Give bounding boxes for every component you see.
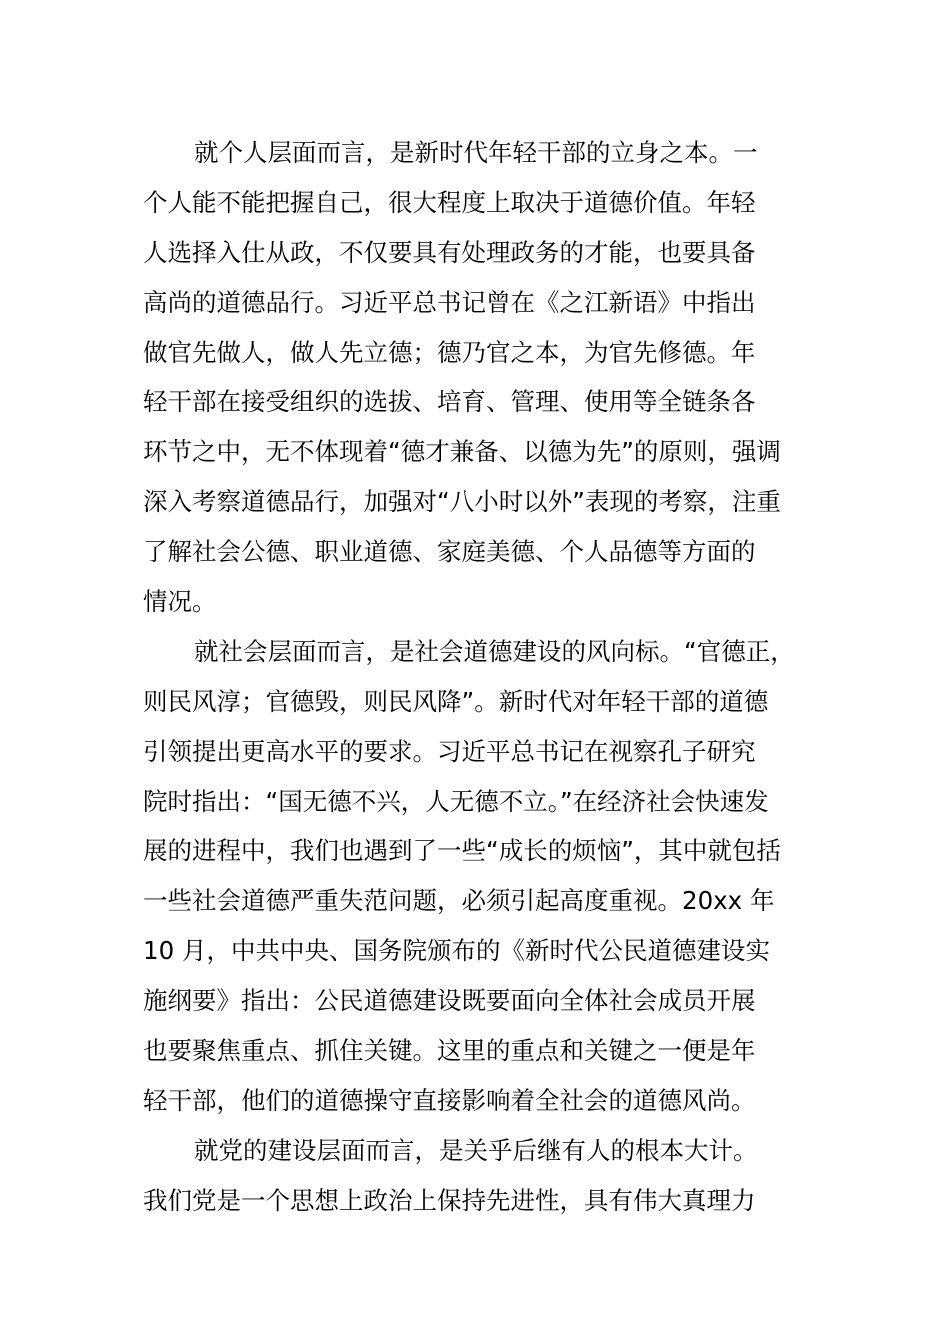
paragraph-1-line-8: 深入考察道德品行，加强对“八小时以外”表现的考察，注重 <box>143 487 781 517</box>
paragraph-1-line-6: 轻干部在接受组织的选拔、培育、管理、使用等全链条各 <box>143 387 756 417</box>
paragraph-2-line-4: 院时指出：“国无德不兴，人无德不立。”在经济社会快速发 <box>143 786 769 816</box>
paragraph-3-line-1: 就党的建设层面而言，是关乎后继有人的根本大计。 <box>194 1135 758 1165</box>
paragraph-2-line-6: 一些社会道德严重失范问题，必须引起高度重视。20xx 年 <box>143 886 775 916</box>
paragraph-1-line-9: 了解社会公德、职业道德、家庭美德、个人品德等方面的 <box>143 537 756 567</box>
paragraph-1-line-1: 就个人层面而言，是新时代年轻干部的立身之本。一 <box>194 138 758 167</box>
paragraph-2-line-2: 则民风淳；官德毁，则民风降”。新时代对年轻干部的道德 <box>143 686 769 716</box>
paragraph-2-line-7: 10 月，中共中央、国务院颁布的《新时代公民道德建设实 <box>143 936 770 966</box>
body-text <box>143 128 843 1226</box>
paragraph-2-line-3: 引领提出更高水平的要求。习近平总书记在视察孔子研究 <box>143 736 756 766</box>
paragraph-2-line-8: 施纲要》指出：公民道德建设既要面向全体社会成员开展 <box>143 986 756 1016</box>
paragraph-2-line-10: 轻干部，他们的道德操守直接影响着全社会的道德风尚。 <box>143 1085 756 1115</box>
paragraph-1-line-2: 个人能不能把握自己，很大程度上取决于道德价值。年轻 <box>143 187 756 217</box>
paragraph-3-line-2: 我们党是一个思想上政治上保持先进性，具有伟大真理力 <box>143 1185 756 1215</box>
paragraph-1-line-3: 人选择入仕从政，不仅要具有处理政务的才能，也要具备 <box>143 237 756 267</box>
paragraph-1-line-10: 情况。 <box>143 587 217 617</box>
paragraph-2-line-9: 也要聚焦重点、抓住关键。这里的重点和关键之一便是年 <box>143 1036 756 1066</box>
paragraph-1-line-4: 高尚的道德品行。习近平总书记曾在《之江新语》中指出 <box>143 287 756 317</box>
paragraph-2-line-5: 展的进程中，我们也遇到了一些“成长的烦恼”，其中就包括 <box>143 836 781 866</box>
paragraph-1-line-7: 环节之中，无不体现着“德才兼备、以德为先”的原则，强调 <box>143 437 781 467</box>
paragraph-2-line-1: 就社会层面而言，是社会道德建设的风向标。“官德正， <box>194 636 795 666</box>
paragraph-1-line-5: 做官先做人，做人先立德；德乃官之本，为官先修德。年 <box>143 337 756 367</box>
